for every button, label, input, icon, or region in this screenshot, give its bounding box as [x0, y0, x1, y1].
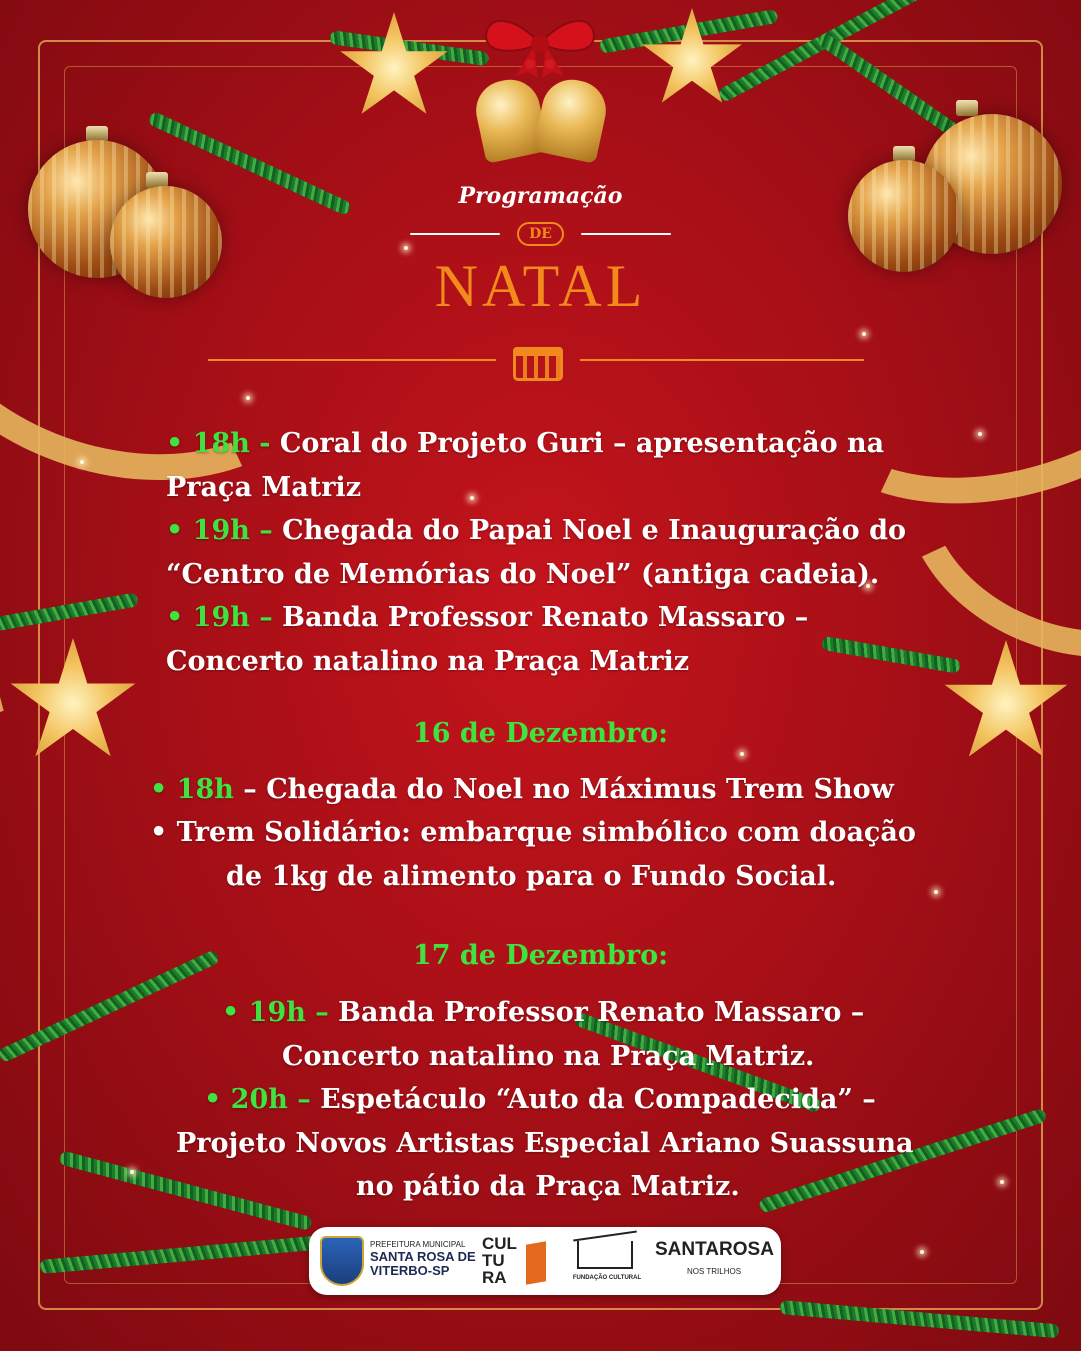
santarosa-logo [655, 1235, 773, 1287]
sparkle [470, 496, 474, 500]
title-de-row [0, 222, 1081, 246]
item-text-cont: “Centro de Memórias do Noel” (antiga cadeia). [166, 559, 880, 590]
schedule-item [150, 774, 894, 805]
bullet: • [166, 515, 184, 546]
divider-line [208, 359, 496, 361]
fundacao-roof-icon [573, 1231, 637, 1242]
fundacao-text: FUNDAÇÃO CULTURAL [572, 1275, 642, 1281]
item-text: – Chegada do Noel no Máximus Trem Show [233, 774, 894, 805]
schedule-item [166, 428, 884, 459]
item-time: 18h [176, 774, 234, 805]
item-text: Chegada do Papai Noel e Inauguração do [272, 515, 906, 546]
item-time: 19h – [192, 515, 273, 546]
item-text-cont: Projeto Novos Artistas Especial Ariano Suassuna [176, 1128, 914, 1159]
item-text-cont: Praça Matriz [166, 472, 362, 503]
fundacao-logo [571, 1235, 643, 1287]
schedule-item [150, 817, 916, 848]
sparkle [740, 752, 744, 756]
item-text-cont: Concerto natalino na Praça Matriz [166, 646, 690, 677]
item-time: 19h – [248, 997, 329, 1028]
ornament-cap [956, 100, 978, 116]
schedule-item [166, 515, 906, 546]
schedule-item [222, 997, 864, 1028]
santarosa-subtitle: NOS TRILHOS [686, 1267, 742, 1276]
prefeitura-name: SANTA ROSA DE VITERBO-SP [370, 1249, 476, 1278]
bullet: • [204, 1084, 222, 1115]
item-text: Trem Solidário: embarque simbólico com doação [176, 817, 916, 848]
item-time: 18h - [192, 428, 271, 459]
sparkle [80, 460, 84, 464]
fundacao-building-icon [577, 1241, 633, 1269]
prefeitura-label: PREFEITURA MUNICIPAL [370, 1240, 466, 1249]
schedule-item [204, 1084, 876, 1115]
cultura-logo [482, 1233, 546, 1289]
flourish-right [581, 233, 671, 235]
sponsor-logo-bar [309, 1227, 781, 1295]
cultura-text: CUL TU RA [482, 1234, 517, 1287]
sparkle [404, 246, 408, 250]
bullet: • [166, 428, 184, 459]
red-bow-icon [478, 8, 602, 78]
item-text: Banda Professor Renato Massaro – [328, 997, 865, 1028]
item-text-cont: no pátio da Praça Matriz. [356, 1171, 740, 1202]
date-heading: 17 de Dezembro: [412, 940, 669, 971]
prefeitura-crest-icon [320, 1236, 364, 1286]
item-text-cont: Concerto natalino na Praça Matriz. [282, 1041, 815, 1072]
date-heading: 16 de Dezembro: [412, 718, 669, 749]
item-text-cont: de 1kg de alimento para o Fundo Social. [226, 861, 837, 892]
sparkle [130, 1170, 134, 1174]
sparkle [246, 396, 250, 400]
bullet: • [150, 817, 168, 848]
flourish-left [410, 233, 500, 235]
calendar-icon [513, 347, 563, 381]
cultura-tag-icon [526, 1241, 546, 1285]
title-programacao: Programação [458, 183, 623, 209]
item-text: Coral do Projeto Guri – apresentação na [270, 428, 885, 459]
bullet: • [222, 997, 240, 1028]
santarosa-title: SANTAROSA [655, 1239, 774, 1260]
item-time: 20h – [230, 1084, 311, 1115]
calendar-divider [0, 345, 1081, 375]
bullet: • [150, 774, 168, 805]
title-de: DE [517, 222, 564, 246]
sparkle [1000, 1180, 1004, 1184]
sparkle [862, 332, 866, 336]
item-text: Banda Professor Renato Massaro – [272, 602, 809, 633]
item-text: Espetáculo “Auto da Compadecida” – [310, 1084, 876, 1115]
title-natal: NATAL [434, 253, 647, 319]
sparkle [920, 1250, 924, 1254]
sparkle [934, 890, 938, 894]
bullet: • [166, 602, 184, 633]
item-time: 19h – [192, 602, 273, 633]
schedule-item [166, 602, 808, 633]
divider-line [580, 359, 864, 361]
sparkle [978, 432, 982, 436]
